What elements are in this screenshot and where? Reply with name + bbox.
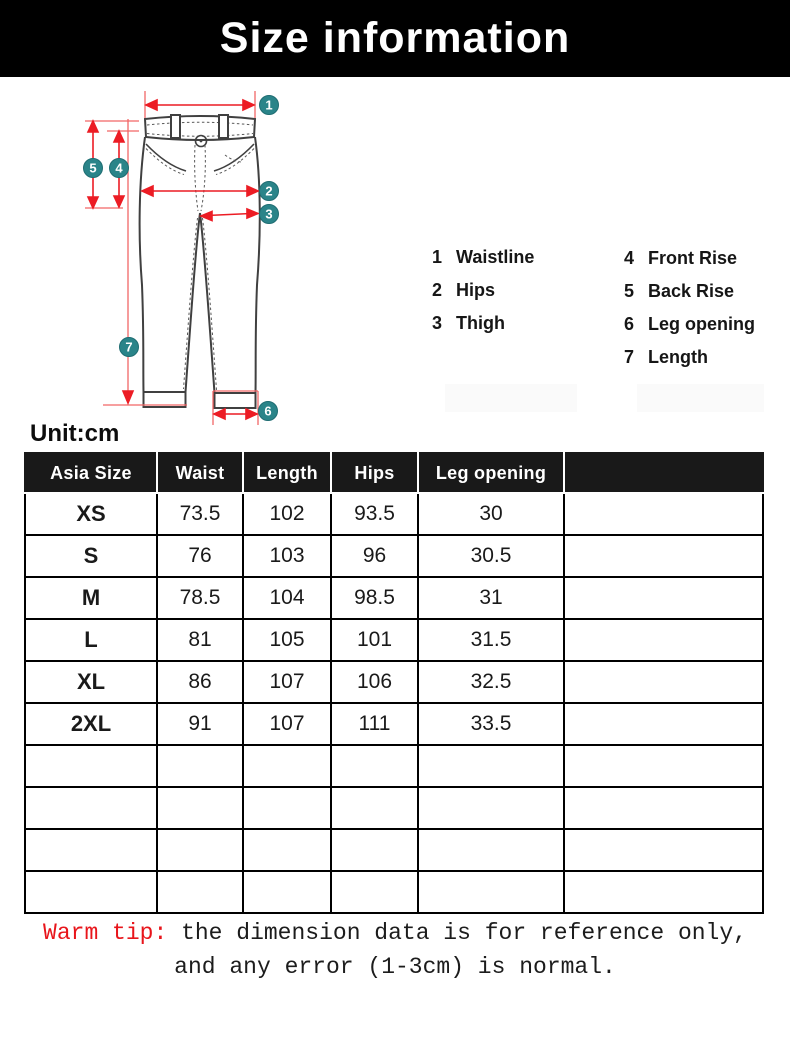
cell-value: 33.5 (418, 703, 564, 745)
measurement-badges (84, 96, 279, 421)
legend-item (432, 307, 534, 340)
cell-empty (25, 871, 157, 913)
cell-empty (418, 871, 564, 913)
cell-empty (243, 745, 331, 787)
legend-item (432, 274, 534, 307)
table-row (25, 577, 763, 619)
cell-size: XS (25, 493, 157, 535)
badge-6 (259, 402, 278, 421)
cell-empty (243, 871, 331, 913)
legend-item-number: 3 (432, 313, 443, 333)
cell-empty (331, 745, 418, 787)
cell-value (564, 661, 763, 703)
cell-empty (418, 745, 564, 787)
cell-size: M (25, 577, 157, 619)
cell-value: 78.5 (157, 577, 243, 619)
warm-tip-line2: and any error (1-3cm) is normal. (174, 954, 616, 980)
cell-value: 105 (243, 619, 331, 661)
cell-empty (564, 745, 763, 787)
measurement-legend-right (624, 242, 755, 374)
measurement-arrow-lines (88, 100, 258, 419)
column-header: Length (243, 453, 331, 493)
column-header (564, 453, 763, 493)
page-title: Size information (219, 14, 571, 62)
cell-value: 30.5 (418, 535, 564, 577)
measurement-arrows (85, 91, 258, 425)
faint-watermark-right (637, 384, 764, 412)
legend-item-number: 5 (624, 281, 635, 301)
cell-value: 104 (243, 577, 331, 619)
cell-empty (418, 829, 564, 871)
badge-5 (84, 159, 103, 178)
cell-empty (564, 871, 763, 913)
cell-value: 91 (157, 703, 243, 745)
column-header: Waist (157, 453, 243, 493)
badge-1 (260, 96, 279, 115)
pants-drawing (140, 115, 260, 408)
cell-value: 81 (157, 619, 243, 661)
badge-7 (120, 338, 139, 357)
cell-value (564, 619, 763, 661)
cell-value: 86 (157, 661, 243, 703)
legend-item (624, 341, 755, 374)
cell-empty (331, 787, 418, 829)
table-header-row (25, 453, 763, 493)
legend-item-label: Thigh (456, 313, 505, 333)
warm-tip-text1: the dimension data is for reference only, (167, 920, 747, 946)
svg-text:6: 6 (264, 403, 272, 419)
cell-value (564, 493, 763, 535)
cell-value: 76 (157, 535, 243, 577)
badge-4 (110, 159, 129, 178)
cell-size: L (25, 619, 157, 661)
table-empty-row (25, 829, 763, 871)
cell-value: 31 (418, 577, 564, 619)
legend-item-label: Length (648, 347, 708, 367)
cell-value: 31.5 (418, 619, 564, 661)
cell-size: XL (25, 661, 157, 703)
cell-value: 107 (243, 703, 331, 745)
cell-empty (243, 829, 331, 871)
cell-empty (243, 787, 331, 829)
table-row (25, 703, 763, 745)
cell-empty (157, 829, 243, 871)
pants-measurement-diagram (55, 85, 425, 435)
column-header: Hips (331, 453, 418, 493)
legend-item-label: Waistline (456, 247, 535, 267)
page-header (0, 0, 790, 77)
table-empty-row (25, 871, 763, 913)
legend-item-label: Front Rise (648, 248, 738, 268)
cell-value: 107 (243, 661, 331, 703)
cell-value: 30 (418, 493, 564, 535)
legend-item-label: Leg opening (648, 314, 755, 334)
cell-empty (157, 745, 243, 787)
cell-value: 111 (331, 703, 418, 745)
legend-item (432, 241, 534, 274)
cell-empty (331, 871, 418, 913)
svg-text:2: 2 (265, 183, 273, 199)
faint-watermark-left (445, 384, 577, 412)
table-row (25, 535, 763, 577)
table-empty-row (25, 787, 763, 829)
cell-value: 93.5 (331, 493, 418, 535)
size-table (24, 452, 764, 914)
column-header: Leg opening (418, 453, 564, 493)
measurement-legend-left (432, 241, 534, 340)
cell-value: 103 (243, 535, 331, 577)
cell-empty (564, 787, 763, 829)
legend-item (624, 242, 755, 275)
legend-item-number: 7 (624, 347, 635, 367)
table-row (25, 619, 763, 661)
table-row (25, 661, 763, 703)
cell-size: S (25, 535, 157, 577)
warm-tip (0, 916, 790, 984)
warm-tip-label: Warm tip: (43, 920, 168, 946)
cell-size: 2XL (25, 703, 157, 745)
badge-2 (260, 182, 279, 201)
cell-empty (25, 787, 157, 829)
table-row (25, 493, 763, 535)
cell-value: 106 (331, 661, 418, 703)
legend-item (624, 308, 755, 341)
cell-value: 32.5 (418, 661, 564, 703)
warm-tip-line1 (0, 916, 790, 950)
table-empty-row (25, 745, 763, 787)
badge-3 (260, 205, 279, 224)
legend-item-number: 6 (624, 314, 635, 334)
cell-empty (418, 787, 564, 829)
column-header: Asia Size (25, 453, 157, 493)
svg-text:3: 3 (265, 206, 273, 222)
legend-item-label: Back Rise (648, 281, 735, 301)
unit-label: Unit:cm (30, 420, 120, 447)
cell-value: 73.5 (157, 493, 243, 535)
legend-item-number: 2 (432, 280, 443, 300)
cell-value (564, 703, 763, 745)
cell-empty (564, 829, 763, 871)
legend-item-number: 4 (624, 248, 635, 268)
legend-item (624, 275, 755, 308)
cell-value (564, 577, 763, 619)
cell-value: 102 (243, 493, 331, 535)
cell-value: 98.5 (331, 577, 418, 619)
cell-empty (157, 871, 243, 913)
cell-empty (331, 829, 418, 871)
legend-item-number: 1 (432, 247, 443, 267)
cell-value: 101 (331, 619, 418, 661)
cell-empty (157, 787, 243, 829)
cell-empty (25, 745, 157, 787)
legend-item-label: Hips (456, 280, 496, 300)
cell-value: 96 (331, 535, 418, 577)
svg-text:1: 1 (265, 97, 273, 113)
cell-value (564, 535, 763, 577)
cell-empty (25, 829, 157, 871)
svg-text:7: 7 (125, 339, 133, 355)
svg-text:4: 4 (115, 160, 123, 176)
svg-text:5: 5 (89, 160, 97, 176)
